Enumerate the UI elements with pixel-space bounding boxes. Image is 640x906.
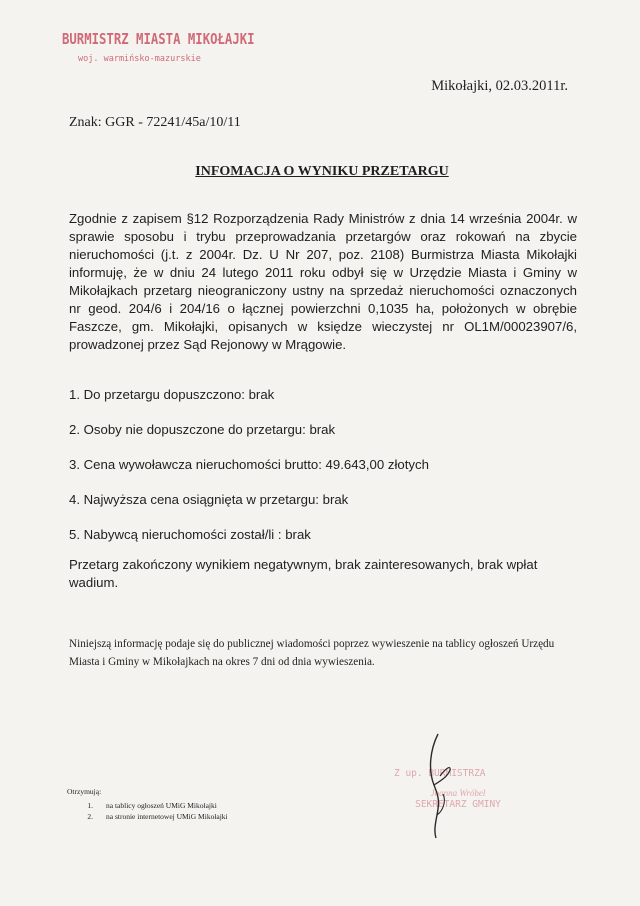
handwritten-signature (410, 730, 470, 840)
recipients-label: Otrzymują: (67, 787, 102, 796)
recipients-block (67, 787, 228, 822)
signature-stamp-line1: Z up. BURMISTRZA (394, 768, 486, 779)
recipient-item (67, 811, 228, 822)
result-items (69, 387, 429, 562)
recipient-item (67, 800, 228, 811)
result-item: 2. Osoby nie dopuszczone do przetargu: brak (69, 422, 336, 437)
result-item: 4. Najwyższa cena osiągnięta w przetargu: brak (69, 492, 349, 507)
result-item: 5. Nabywcą nieruchomości został/li : brak (69, 527, 311, 542)
signature-stamp-line3: SEKRETARZ GMINY (415, 799, 501, 810)
recipient-text: na stronie internetowej UMiG Mikołajki (106, 812, 228, 821)
place-date: Mikołajki, 02.03.2011r. (431, 78, 568, 94)
document-title: INFOMACJA O WYNIKU PRZETARGU (195, 164, 449, 179)
body-paragraph: Zgodnie z zapisem §12 Rozporządzenia Rady Ministrów z dnia 14 września 2004r. w sprawie sposobu i trybu przeprowadzania przetargów oraz rokowań na zbycie nieruchomości (j.t. z 2004r. Dz. U Nr 207, poz. 2108) Burmistrza Miasta Mikołajki informuję, że w dniu 24 lutego 2011 roku odbył się w Urzędzie Miasta i Gminy w Mikołajkach przetarg nieograniczony ustny na sprzedaż nieruchomości oznaczonych nr geod. 204/6 i 204/16 o łącznej powierzchni 0,1035 ha, położonych w obrębie Faszcze, gm. Mikołajki, opisanych w księdze wieczystej nr OL1M/00023907/6, prowadzonej przez Sąd Rejonowy w Mrągowie. (69, 211, 577, 352)
reference-number: Znak: GGR - 72241/45a/10/11 (69, 115, 241, 130)
stamp-subtitle: woj. warmińsko-mazurskie (78, 54, 201, 64)
conclusion-paragraph: Przetarg zakończony wynikiem negatywnym, brak zainteresowanych, brak wpłat wadium. (69, 557, 538, 590)
recipient-text: na tablicy ogłoszeń UMiG Mikołajki (106, 801, 217, 810)
signature-stamp-name: Joanna Wróbel (430, 788, 486, 798)
recipient-number: 1. (87, 801, 93, 810)
result-item: 1. Do przetargu dopuszczono: brak (69, 387, 275, 402)
recipient-number: 2. (87, 812, 93, 821)
recipients-list (67, 800, 228, 822)
publication-notice: Niniejszą informację podaje się do publicznej wiadomości poprzez wywieszenie na tablicy ogłoszeń Urzędu Miasta i Gminy w Mikołajkach na okres 7 dni od dnia wywieszenia. (69, 638, 555, 668)
mayor-stamp (62, 30, 297, 64)
stamp-title: BURMISTRZ MIASTA MIKOŁAJKI (62, 30, 255, 48)
result-item: 3. Cena wywoławcza nieruchomości brutto: 49.643,00 złotych (69, 457, 429, 472)
